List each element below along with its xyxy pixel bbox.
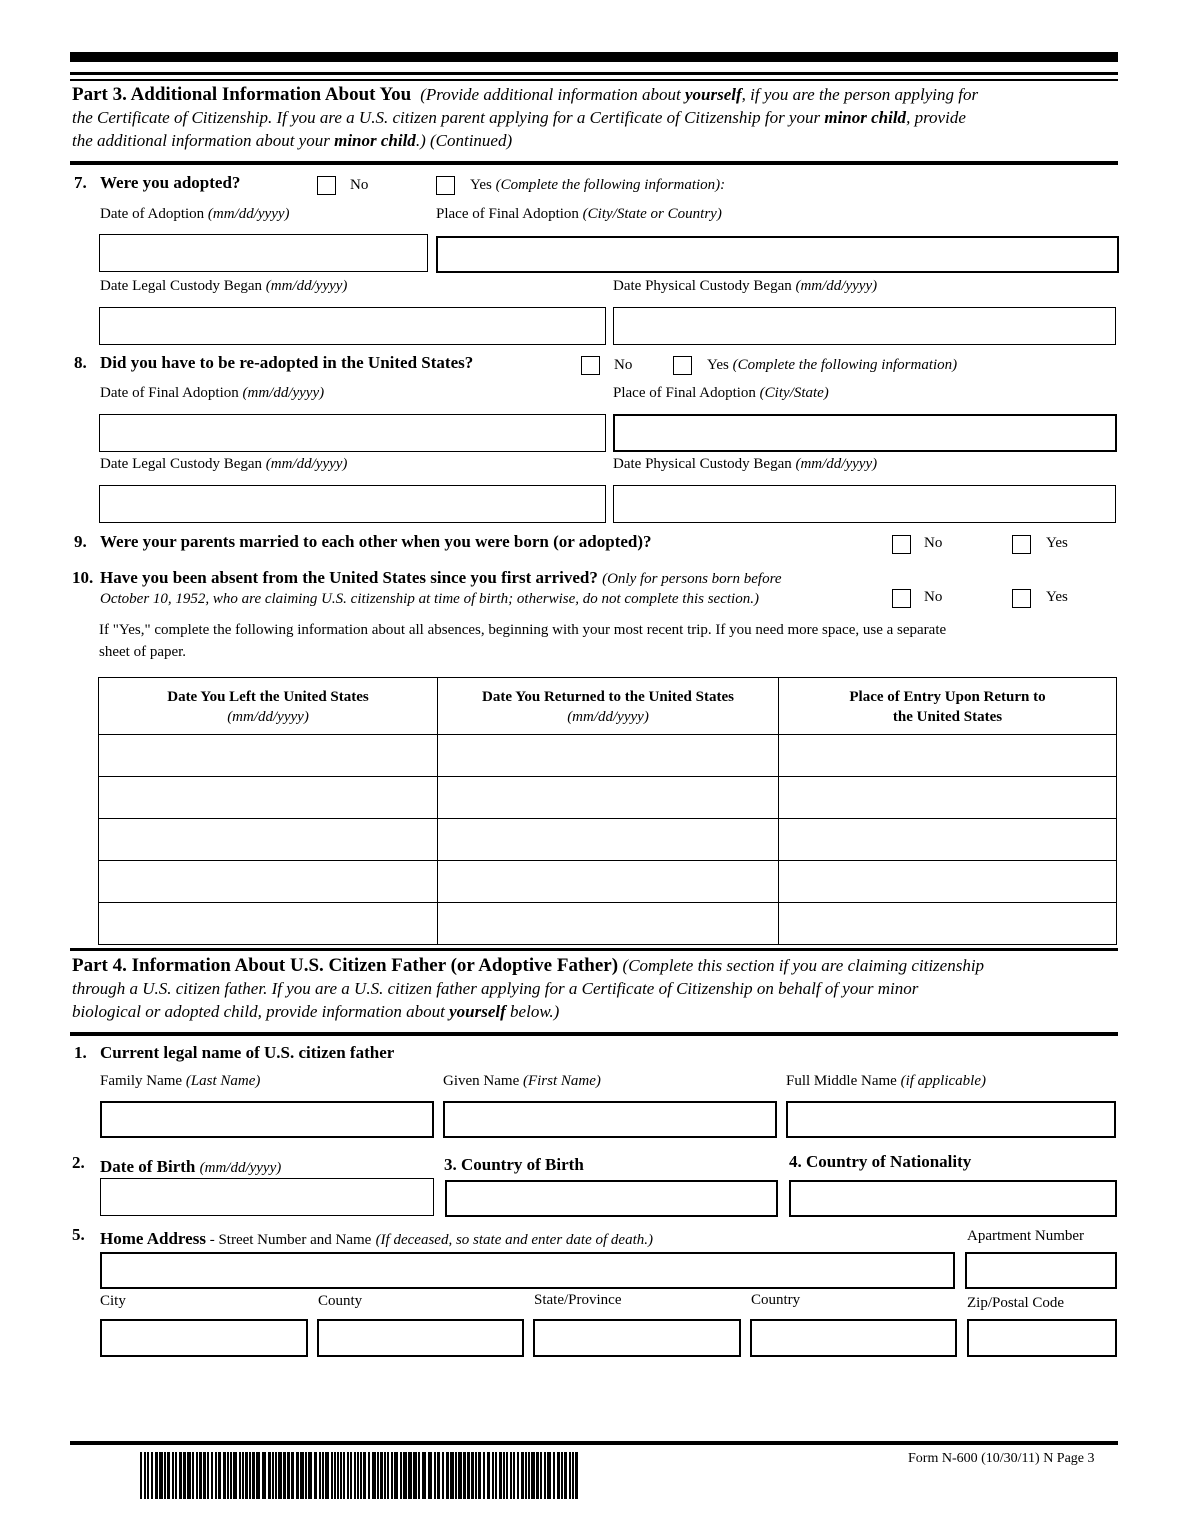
q8-legal-custody-text: Date Legal Custody Began (100, 456, 263, 472)
q7-yes-label (470, 177, 725, 194)
part4-instr3b: below.) (505, 1002, 560, 1021)
table-cell[interactable] (438, 735, 779, 777)
state-field[interactable] (533, 1319, 741, 1357)
q8-date-final-field[interactable] (99, 414, 606, 452)
q7-no-checkbox[interactable] (317, 176, 336, 195)
family-name-field[interactable] (100, 1101, 434, 1138)
p4-q2-text: Date of Birth (100, 1157, 196, 1176)
q8-date-final-fmt: (mm/dd/yyyy) (242, 385, 325, 401)
table-cell[interactable] (99, 819, 438, 861)
p4-q5-note: (If deceased, so state and enter date of death.) (375, 1232, 653, 1248)
col-header-place-entry-line1: Place of Entry Upon Return to (849, 689, 1046, 705)
given-name-fmt: (First Name) (522, 1073, 601, 1089)
q9-yes-label: Yes (1046, 535, 1068, 551)
q7-legal-custody-text: Date Legal Custody Began (100, 278, 263, 294)
part3-title: Part 3. Additional Information About You (72, 84, 412, 105)
q7-place-adoption-field[interactable] (436, 236, 1119, 273)
q8-yes-note: (Complete the following information) (732, 357, 958, 373)
table-cell[interactable] (779, 861, 1117, 903)
col-header-place-entry (779, 678, 1117, 735)
col-header-date-left-line2: (mm/dd/yyyy) (227, 709, 309, 725)
col-header-date-returned (438, 678, 779, 735)
q10-no-label: No (924, 589, 943, 605)
part3-instr-line3b: .) (Continued) (415, 131, 513, 150)
q7-legal-custody-label (100, 278, 347, 295)
table-cell[interactable] (99, 777, 438, 819)
street-address-field[interactable] (100, 1252, 955, 1289)
middle-name-text: Full Middle Name (786, 1073, 897, 1089)
q10-question-text: Have you been absent from the United States since you first arrived? (100, 568, 598, 587)
q10-instruction1: If "Yes," complete the following information about all absences, beginning with your most recent trip. If you need more space, use a separate (99, 622, 947, 638)
absences-table-header-row (99, 678, 1117, 735)
q10-yes-label: Yes (1046, 589, 1068, 605)
country-label: Country (751, 1292, 801, 1308)
middle-name-label (786, 1073, 986, 1090)
q7-yes-note: (Complete the following information): (495, 177, 726, 193)
p4-q5-number: 5. (72, 1225, 85, 1244)
part3-instr-line2b: , provide (906, 108, 966, 127)
apt-number-label: Apartment Number (967, 1228, 1085, 1244)
q7-no-label: No (350, 177, 369, 193)
part3-instr-lead: (Provide additional information about (420, 85, 685, 104)
top-thick-rule (70, 52, 1118, 62)
q7-yes-text: Yes (470, 177, 492, 193)
q8-place-final-fmt: (City/State) (759, 385, 829, 401)
q8-date-final-label (100, 385, 324, 402)
part3-instr-line3a: the additional information about your (72, 131, 335, 150)
part4-bottom-rule (70, 1032, 1118, 1036)
footer-rule (70, 1441, 1118, 1445)
city-label: City (100, 1293, 126, 1309)
table-cell[interactable] (99, 861, 438, 903)
zip-field[interactable] (967, 1319, 1117, 1357)
q10-note2: October 10, 1952, who are claiming U.S. citizenship at time of birth; otherwise, do not complete this section.) (100, 591, 759, 607)
q7-question: Were you adopted? (100, 173, 241, 192)
absences-table (98, 677, 1117, 945)
county-label: County (318, 1293, 363, 1309)
q8-legal-custody-fmt: (mm/dd/yyyy) (265, 456, 348, 472)
q9-no-checkbox[interactable] (892, 535, 911, 554)
table-row (99, 903, 1117, 945)
q9-question: Were your parents married to each other when you were born (or adopted)? (100, 532, 652, 551)
top-thin-rule-2 (70, 79, 1118, 81)
given-name-label (443, 1073, 601, 1090)
q8-place-final-label (613, 385, 829, 402)
family-name-label (100, 1073, 260, 1090)
table-cell[interactable] (779, 903, 1117, 945)
q7-physical-custody-label (613, 278, 877, 295)
county-field[interactable] (317, 1319, 524, 1357)
q8-yes-text: Yes (707, 357, 729, 373)
q7-date-adoption-fmt: (mm/dd/yyyy) (207, 206, 290, 222)
p4-q5-label (100, 1229, 653, 1249)
q8-physical-custody-field[interactable] (613, 485, 1116, 523)
part4-instr3bold: yourself (449, 1002, 506, 1021)
q8-physical-custody-text: Date Physical Custody Began (613, 456, 792, 472)
q10-question (100, 568, 782, 588)
part3-header (72, 83, 1122, 152)
q7-place-adoption-text: Place of Final Adoption (436, 206, 579, 222)
part4-top-rule (70, 948, 1118, 951)
q7-date-adoption-text: Date of Adoption (100, 206, 205, 222)
part3-bottom-rule (70, 161, 1118, 165)
q8-place-final-text: Place of Final Adoption (613, 385, 756, 401)
table-row (99, 777, 1117, 819)
table-cell[interactable] (438, 777, 779, 819)
table-cell[interactable] (438, 819, 779, 861)
part4-title: Part 4. Information About U.S. Citizen Father (or Adoptive Father) (72, 955, 619, 976)
given-name-field[interactable] (443, 1101, 777, 1138)
q7-physical-custody-text: Date Physical Custody Began (613, 278, 792, 294)
q8-yes-label (707, 357, 957, 374)
p4-q4-label: 4. Country of Nationality (789, 1152, 972, 1171)
table-cell[interactable] (779, 777, 1117, 819)
table-row (99, 819, 1117, 861)
table-cell[interactable] (779, 735, 1117, 777)
country-field[interactable] (750, 1319, 957, 1357)
q8-date-final-text: Date of Final Adoption (100, 385, 239, 401)
q9-no-label: No (924, 535, 943, 551)
country-of-birth-field[interactable] (445, 1180, 778, 1217)
q8-physical-custody-fmt: (mm/dd/yyyy) (795, 456, 878, 472)
q7-number: 7. (74, 173, 87, 192)
q10-number: 10. (72, 568, 94, 587)
table-cell[interactable] (779, 819, 1117, 861)
p4-q2-fmt: (mm/dd/yyyy) (199, 1160, 282, 1176)
part3-instr-bold2: minor child (824, 108, 907, 127)
q7-legal-custody-field[interactable] (99, 307, 606, 345)
part4-instr3a: biological or adopted child, provide information about (72, 1002, 450, 1021)
q8-number: 8. (74, 353, 87, 372)
q10-yes-checkbox[interactable] (1012, 589, 1031, 608)
q10-instruction2: sheet of paper. (99, 644, 187, 660)
col-header-place-entry-line2: the United States (892, 709, 1003, 725)
q8-legal-custody-field[interactable] (99, 485, 606, 523)
p4-q5-sub: - Street Number and Name (205, 1232, 372, 1248)
q8-no-checkbox[interactable] (581, 356, 600, 375)
part3-instr-bold1: yourself (685, 85, 742, 104)
zip-label: Zip/Postal Code (967, 1295, 1065, 1311)
q7-physical-custody-fmt: (mm/dd/yyyy) (795, 278, 878, 294)
middle-name-fmt: (if applicable) (900, 1073, 986, 1089)
middle-name-field[interactable] (786, 1101, 1116, 1138)
part3-instr-line2a: the Certificate of Citizenship. If you are a U.S. citizen parent applying for a Certificate of Citizenship for your (72, 108, 825, 127)
p4-q3-label: 3. Country of Birth (444, 1155, 584, 1174)
part3-instr-bold3: minor child (334, 131, 416, 150)
q7-date-adoption-field[interactable] (99, 234, 428, 272)
q8-place-final-field[interactable] (613, 414, 1117, 452)
q8-no-label: No (614, 357, 633, 373)
col-header-date-returned-line2: (mm/dd/yyyy) (567, 709, 649, 725)
p4-q5-text: Home Address (100, 1229, 206, 1248)
table-cell[interactable] (438, 903, 779, 945)
family-name-fmt: (Last Name) (185, 1073, 261, 1089)
father-dob-field[interactable] (100, 1178, 434, 1216)
part4-instr2: through a U.S. citizen father. If you are a U.S. citizen father applying for a Certificate of Citizenship on behalf of your minor (72, 979, 919, 998)
q9-number: 9. (74, 532, 87, 551)
q7-place-adoption-label (436, 206, 722, 223)
q10-no-checkbox[interactable] (892, 589, 911, 608)
table-row (99, 735, 1117, 777)
col-header-date-left (99, 678, 438, 735)
given-name-text: Given Name (443, 1073, 520, 1089)
table-cell[interactable] (99, 735, 438, 777)
p4-q2-number: 2. (72, 1153, 85, 1172)
part4-header (72, 954, 1122, 1023)
table-cell[interactable] (438, 861, 779, 903)
barcode-image (140, 1452, 580, 1499)
table-row (99, 861, 1117, 903)
q7-date-adoption-label (100, 206, 290, 223)
q7-legal-custody-fmt: (mm/dd/yyyy) (265, 278, 348, 294)
state-label: State/Province (534, 1292, 622, 1308)
family-name-text: Family Name (100, 1073, 183, 1089)
form-id-footer: Form N-600 (10/30/11) N Page 3 (908, 1451, 1095, 1466)
q8-physical-custody-label (613, 456, 877, 473)
city-field[interactable] (100, 1319, 308, 1357)
apt-number-field[interactable] (965, 1252, 1117, 1289)
part4-instr1: (Complete this section if you are claiming citizenship (622, 956, 985, 975)
p4-q2-label (100, 1157, 281, 1177)
q8-legal-custody-label (100, 456, 347, 473)
q7-yes-checkbox[interactable] (436, 176, 455, 195)
q9-yes-checkbox[interactable] (1012, 535, 1031, 554)
q8-yes-checkbox[interactable] (673, 356, 692, 375)
country-of-nationality-field[interactable] (789, 1180, 1117, 1217)
col-header-date-left-line1: Date You Left the United States (167, 689, 369, 705)
p4-q1-question: Current legal name of U.S. citizen father (100, 1043, 395, 1062)
q7-place-adoption-fmt: (City/State or Country) (582, 206, 722, 222)
q10-note1: (Only for persons born before (602, 571, 782, 587)
top-thin-rule (70, 72, 1118, 75)
q8-question: Did you have to be re-adopted in the United States? (100, 353, 474, 372)
q7-physical-custody-field[interactable] (613, 307, 1116, 345)
col-header-date-returned-line1: Date You Returned to the United States (482, 689, 734, 705)
part3-instr-mid1: , if you are the person applying for (741, 85, 979, 104)
p4-q1-number: 1. (74, 1043, 87, 1062)
table-cell[interactable] (99, 903, 438, 945)
